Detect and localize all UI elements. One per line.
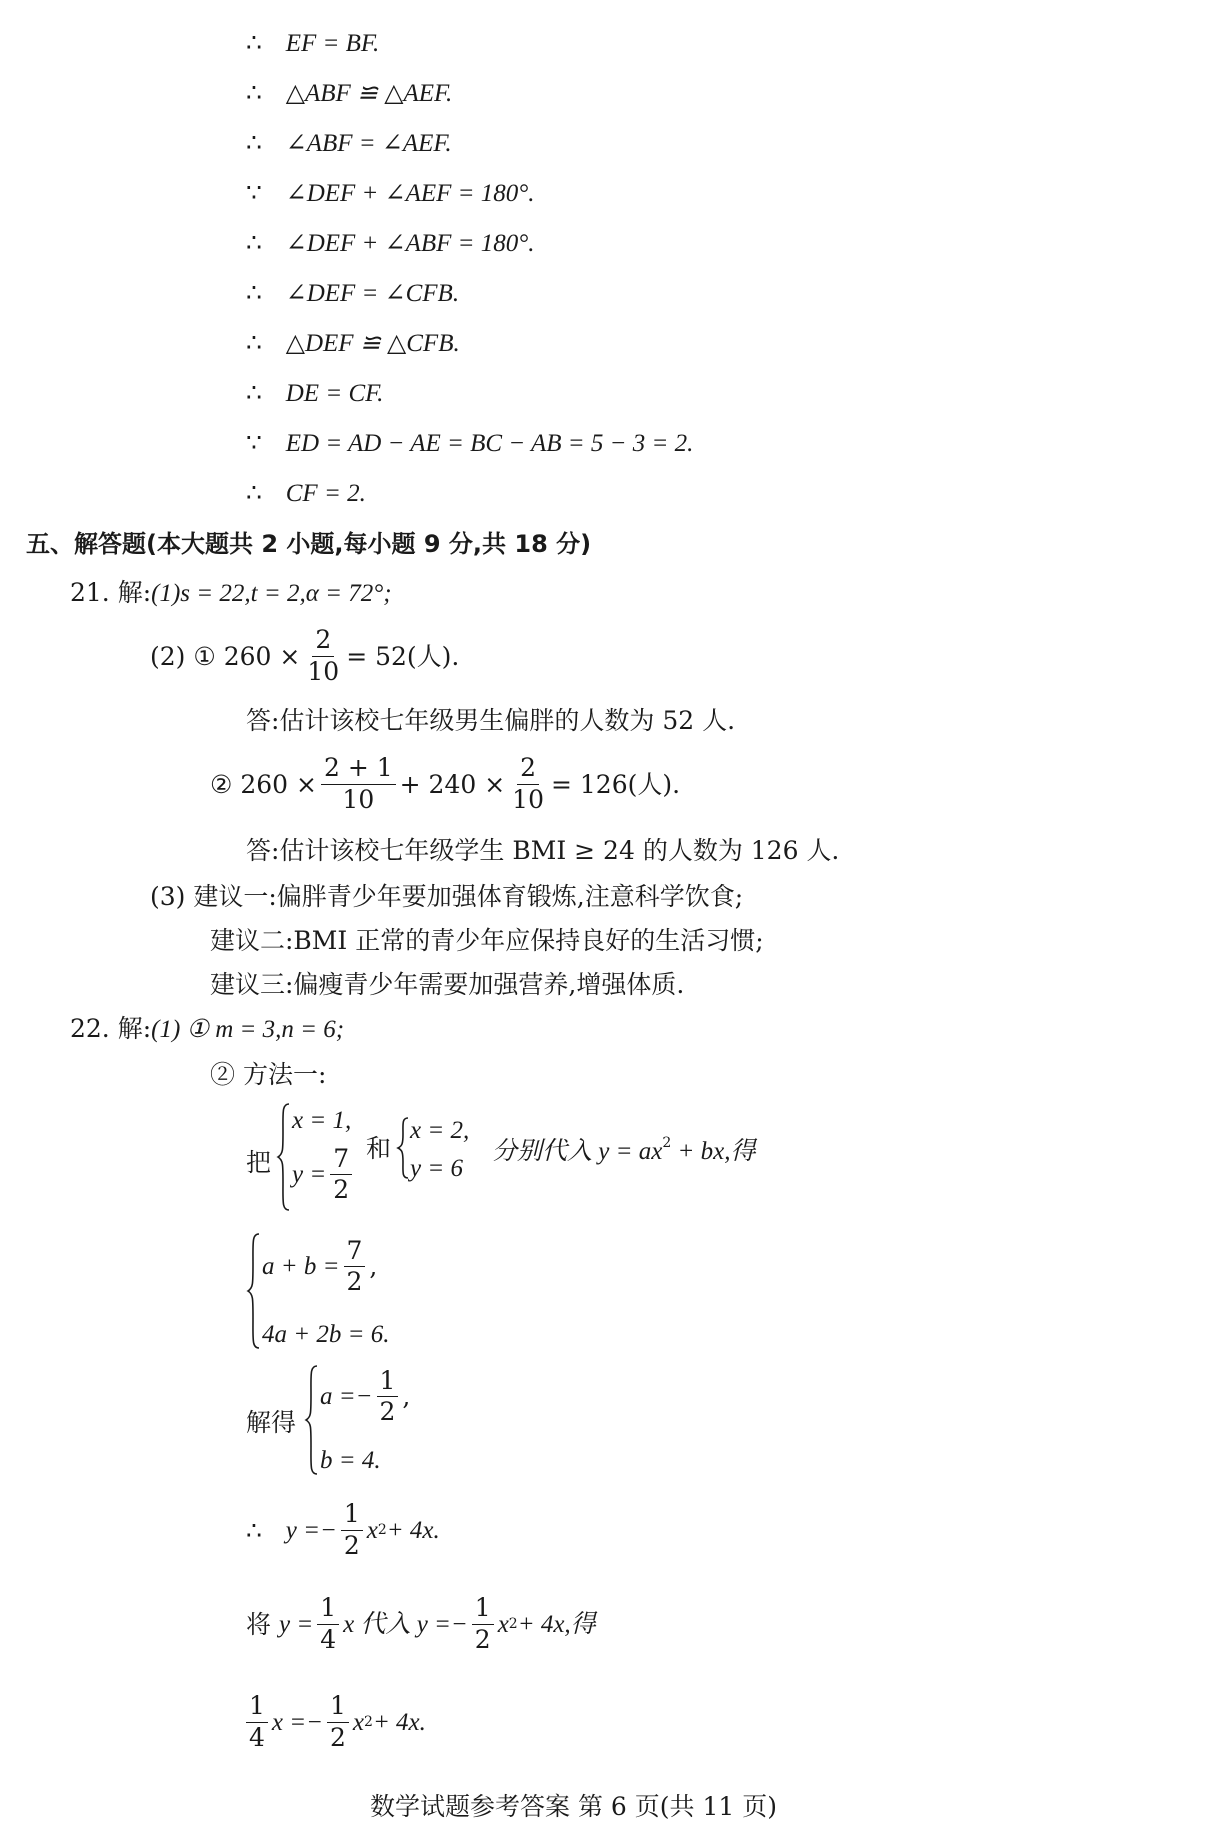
- q21-part1: [70, 580, 392, 606]
- denominator: 4: [249, 1722, 265, 1752]
- expr-text: ,: [402, 1382, 411, 1412]
- proof-expression: △DEF ≌ △CFB.: [285, 330, 460, 357]
- q22-part1-answer: (1) ① m = 3,n = 6;: [151, 1016, 345, 1043]
- therefore-symbol: ∴: [246, 378, 262, 407]
- numerator: 1: [341, 1501, 363, 1530]
- left-brace-icon: [246, 1232, 262, 1350]
- expr-text: y =: [292, 1161, 327, 1189]
- expr-text: + 4x.: [372, 1708, 426, 1736]
- left-brace-icon: [304, 1364, 320, 1476]
- expr-text: + 4x.: [386, 1516, 440, 1544]
- fraction: [246, 1693, 268, 1751]
- fraction: [304, 627, 342, 685]
- superscript: 2: [364, 1714, 373, 1730]
- equation-top: [262, 1238, 377, 1296]
- numerator: 2 + 1: [321, 755, 396, 784]
- q22-method-label: ② 方法一:: [210, 1060, 327, 1089]
- numerator: 1: [246, 1693, 268, 1722]
- superscript: 2: [508, 1616, 518, 1632]
- proof-expression: ∠DEF + ∠AEF = 180°.: [285, 180, 535, 207]
- therefore-symbol: ∴: [246, 228, 262, 257]
- expr-text: y =−: [285, 1516, 337, 1544]
- q21-suggestion2: 建议二:BMI 正常的青少年应保持良好的生活习惯;: [210, 926, 764, 955]
- equation-bottom: 4a + 2b = 6.: [262, 1321, 390, 1348]
- therefore-symbol: ∴: [246, 278, 262, 307]
- jiang-text: 将: [246, 1609, 272, 1639]
- q21-part2-label: (2): [150, 641, 186, 671]
- denominator: 2: [346, 1267, 363, 1297]
- expr-text: + bx,得: [671, 1138, 756, 1165]
- system2-bottom: y = 6: [410, 1155, 463, 1182]
- q21-part2-calc1: [150, 624, 459, 688]
- system1-bottom: [292, 1146, 356, 1204]
- superscript: 2: [377, 1522, 387, 1538]
- numerator: 1: [377, 1368, 399, 1397]
- expr-text: = 126(人).: [550, 769, 681, 799]
- numerator: 7: [330, 1146, 352, 1175]
- circled-two: ②: [210, 769, 233, 799]
- circled-one: ①: [193, 641, 216, 671]
- denominator: 2: [330, 1722, 346, 1752]
- solution-top: [320, 1368, 410, 1426]
- jiede-text: 解得: [246, 1408, 297, 1437]
- therefore-symbol: ∴: [246, 478, 262, 507]
- q21-suggestion3: 建议三:偏瘦青少年需要加强营养,增强体质.: [210, 970, 685, 999]
- superscript: 2: [662, 1135, 672, 1151]
- left-brace-icon: [396, 1116, 410, 1180]
- result-line: [246, 1498, 440, 1562]
- numerator: 1: [327, 1693, 349, 1722]
- numerator: 1: [317, 1595, 339, 1624]
- expr-text: 260 ×: [240, 769, 317, 799]
- proof-line: [246, 430, 693, 456]
- section-heading: 五、解答题(本大题共 2 小题,每小题 9 分,共 18 分): [26, 530, 592, 558]
- denominator: 2: [343, 1530, 360, 1560]
- proof-expression: ED = AD − AE = BC − AB = 5 − 3 = 2.: [285, 430, 694, 457]
- proof-expression: EF = BF.: [285, 30, 380, 57]
- he-text: 和: [366, 1134, 392, 1163]
- denominator: 2: [474, 1624, 491, 1654]
- fraction: [321, 755, 396, 813]
- expr-text: a + b =: [262, 1253, 340, 1281]
- q21-part3-suggestion1: (3) 建议一:偏胖青少年要加强体育锻炼,注意科学饮食;: [150, 882, 744, 911]
- expr-text: = 52(人).: [346, 641, 460, 671]
- fraction: [317, 1595, 339, 1653]
- numerator: 1: [472, 1595, 494, 1624]
- proof-line: [246, 330, 460, 356]
- q22-label: 22. 解:: [70, 1014, 152, 1043]
- proof-line: [246, 230, 535, 256]
- denominator: 2: [379, 1397, 396, 1427]
- because-symbol: ∵: [246, 428, 262, 457]
- expr-text: x: [366, 1516, 378, 1544]
- system2-top: x = 2,: [410, 1117, 470, 1144]
- final-equation: [246, 1690, 426, 1754]
- q21-part1-answer: (1)s = 22,t = 2,α = 72°;: [151, 580, 392, 607]
- numerator: 2: [517, 755, 539, 784]
- denominator: 4: [320, 1624, 337, 1654]
- q21-answer1: 答:估计该校七年级男生偏胖的人数为 52 人.: [246, 706, 736, 735]
- denominator: 2: [333, 1175, 350, 1205]
- proof-expression: △ABF ≌ △AEF.: [285, 80, 453, 107]
- fraction: [509, 755, 547, 813]
- expr-text: a =−: [320, 1383, 373, 1411]
- therefore-symbol: ∴: [246, 78, 262, 107]
- therefore-symbol: ∴: [246, 1515, 262, 1545]
- expr-text: 分别代入 y = ax: [492, 1138, 663, 1165]
- proof-line: [246, 380, 383, 406]
- expr-text: x: [497, 1610, 509, 1638]
- expr-text: 260 ×: [223, 641, 301, 671]
- proof-line: [246, 130, 452, 156]
- therefore-symbol: ∴: [246, 28, 262, 57]
- fraction: [472, 1595, 494, 1653]
- proof-expression: ∠DEF + ∠ABF = 180°.: [285, 230, 535, 257]
- therefore-symbol: ∴: [246, 128, 262, 157]
- fraction: [327, 1693, 349, 1751]
- expr-text: x: [352, 1708, 365, 1736]
- left-brace-icon: [276, 1102, 292, 1212]
- page-footer: 数学试题参考答案 第 6 页(共 11 页): [370, 1792, 777, 1821]
- denominator: 10: [342, 784, 375, 814]
- fraction: [344, 1238, 366, 1296]
- q21-answer2: 答:估计该校七年级学生 BMI ≥ 24 的人数为 126 人.: [246, 836, 840, 865]
- proof-line: [246, 80, 452, 106]
- ba-text: 把: [246, 1148, 272, 1177]
- fraction: [377, 1368, 399, 1426]
- system1-top: x = 1,: [292, 1107, 352, 1134]
- q21-label: 21. 解:: [70, 578, 152, 607]
- denominator: 10: [512, 784, 544, 814]
- expr-text: y =: [278, 1610, 314, 1638]
- proof-expression: ∠ABF = ∠AEF.: [285, 130, 452, 157]
- numerator: 7: [344, 1238, 366, 1267]
- therefore-symbol: ∴: [246, 328, 262, 357]
- expr-text: x =−: [271, 1708, 323, 1736]
- expr-text: ,: [369, 1252, 378, 1282]
- proof-line: [246, 30, 379, 56]
- fraction: [341, 1501, 363, 1559]
- proof-line: [246, 480, 366, 506]
- denominator: 10: [307, 656, 340, 686]
- solution-bottom: b = 4.: [320, 1447, 381, 1474]
- proof-expression: CF = 2.: [285, 480, 366, 507]
- fraction: [330, 1146, 352, 1204]
- q21-part2-calc2: [210, 752, 680, 816]
- proof-line: [246, 280, 459, 306]
- proof-expression: ∠DEF = ∠CFB.: [285, 280, 460, 307]
- proof-line: [246, 180, 535, 206]
- substitute-text: [492, 1136, 755, 1164]
- expr-text: + 240 ×: [399, 769, 506, 799]
- because-symbol: ∵: [246, 178, 262, 207]
- numerator: 2: [312, 627, 334, 656]
- q22-part1: [70, 1016, 344, 1042]
- expr-text: x 代入 y =−: [343, 1610, 468, 1638]
- expr-text: + 4x,得: [517, 1610, 596, 1638]
- substitution-line: [246, 1592, 596, 1656]
- proof-expression: DE = CF.: [285, 380, 384, 407]
